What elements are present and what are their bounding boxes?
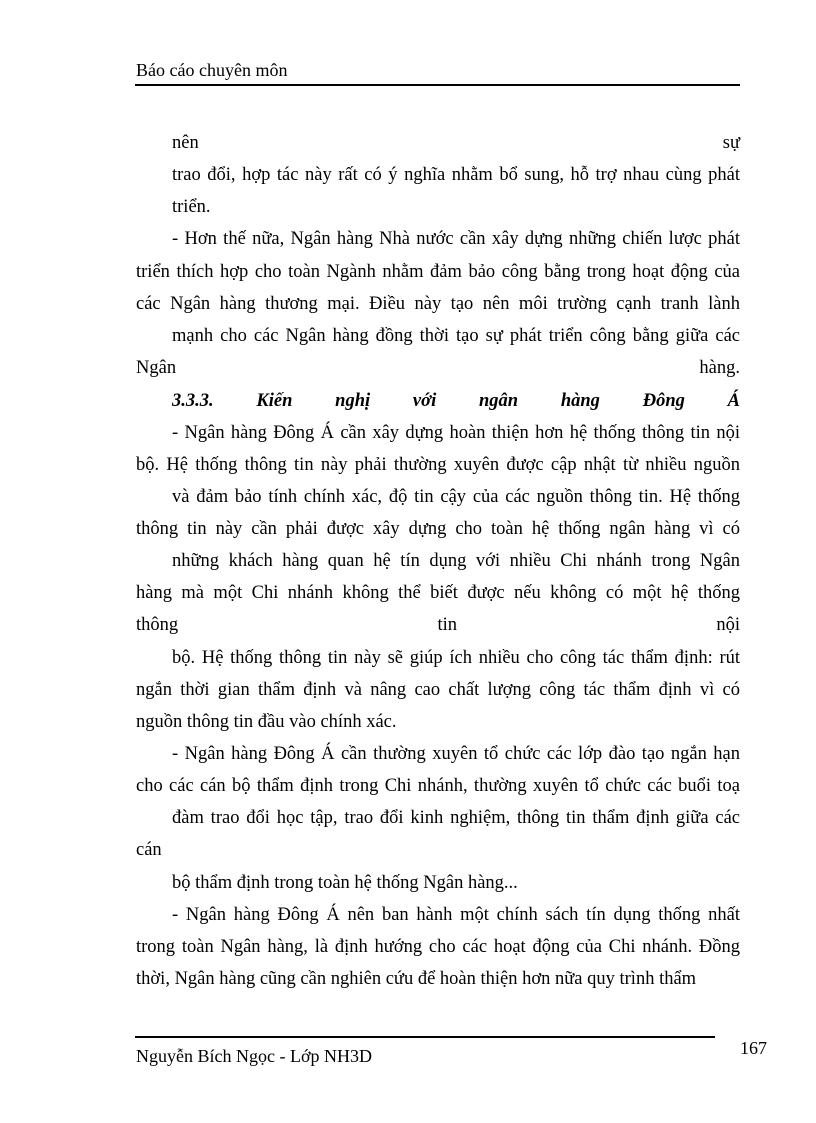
section-heading: 3.3.3. Kiến nghị với ngân hàng Đông Á xyxy=(172,391,740,411)
text-line: - Ngân hàng Đông Á nên ban hành một chính sách tín dụng thống nhất xyxy=(172,905,740,925)
text-line: thông tin nội xyxy=(136,615,740,635)
text-line: mạnh cho các Ngân hàng đồng thời tạo sự phát triển công bằng giữa các xyxy=(172,326,740,346)
text-line: - Ngân hàng Đông Á cần thường xuyên tổ chức các lớp đào tạo ngắn hạn xyxy=(172,744,740,764)
text-line: trong toàn Ngân hàng, là định hướng cho các hoạt động của Chi nhánh. Đồng xyxy=(136,937,740,957)
text-line: hàng mà một Chi nhánh không thể biết được nếu không có một hệ thống xyxy=(136,583,740,603)
text-line: bộ thẩm định trong toàn hệ thống Ngân hàng... xyxy=(172,873,518,893)
page-number: 167 xyxy=(740,1038,767,1058)
text-line: - Ngân hàng Đông Á cần xây dựng hoàn thiện hơn hệ thống thông tin nội xyxy=(172,423,740,443)
text-line: đàm trao đổi học tập, trao đổi kinh nghiệm, thông tin thẩm định giữa các xyxy=(172,808,740,828)
running-header: Báo cáo chuyên môn xyxy=(136,60,288,80)
text-line: những khách hàng quan hệ tín dụng với nhiều Chi nhánh trong Ngân xyxy=(172,551,740,571)
text-line: cán xyxy=(136,840,162,860)
footer-author: Nguyễn Bích Ngọc - Lớp NH3D xyxy=(136,1046,372,1066)
text-line: và đảm bảo tính chính xác, độ tin cậy của các nguồn thông tin. Hệ thống xyxy=(172,487,740,507)
text-line: Ngân hàng. xyxy=(136,358,740,378)
text-line: ngắn thời gian thẩm định và nâng cao chất lượng công tác thẩm định vì có xyxy=(136,680,740,700)
text-line: trao đổi, hợp tác này rất có ý nghĩa nhằm bổ sung, hỗ trợ nhau cùng phát xyxy=(172,165,740,185)
text-line: triển. xyxy=(172,197,211,217)
text-line: triển thích hợp cho toàn Ngành nhằm đảm bảo công bằng trong hoạt động của xyxy=(136,262,740,282)
text-line: bộ. Hệ thống thông tin này sẽ giúp ích nhiều cho công tác thẩm định: rút xyxy=(172,648,740,668)
text-line: các Ngân hàng thương mại. Điều này tạo nên môi trường cạnh tranh lành xyxy=(136,294,740,314)
text-line: thời, Ngân hàng cũng cần nghiên cứu để hoàn thiện hơn nữa quy trình thẩm xyxy=(136,969,697,989)
text-line: nguồn thông tin đầu vào chính xác. xyxy=(136,712,397,732)
footer-rule xyxy=(135,1036,715,1038)
text-line: thông tin này cần phải được xây dựng cho toàn hệ thống ngân hàng vì có xyxy=(136,519,740,539)
text-line: bộ. Hệ thống thông tin này phải thường xuyên được cập nhật từ nhiều nguồn xyxy=(136,455,740,475)
text-line: cho các cán bộ thẩm định trong Chi nhánh, thường xuyên tổ chức các buổi toạ xyxy=(136,776,740,796)
text-line: nên sự xyxy=(172,133,740,153)
header-rule xyxy=(135,84,740,86)
text-line: - Hơn thế nữa, Ngân hàng Nhà nước cần xây dựng những chiến lược phát xyxy=(172,229,740,249)
